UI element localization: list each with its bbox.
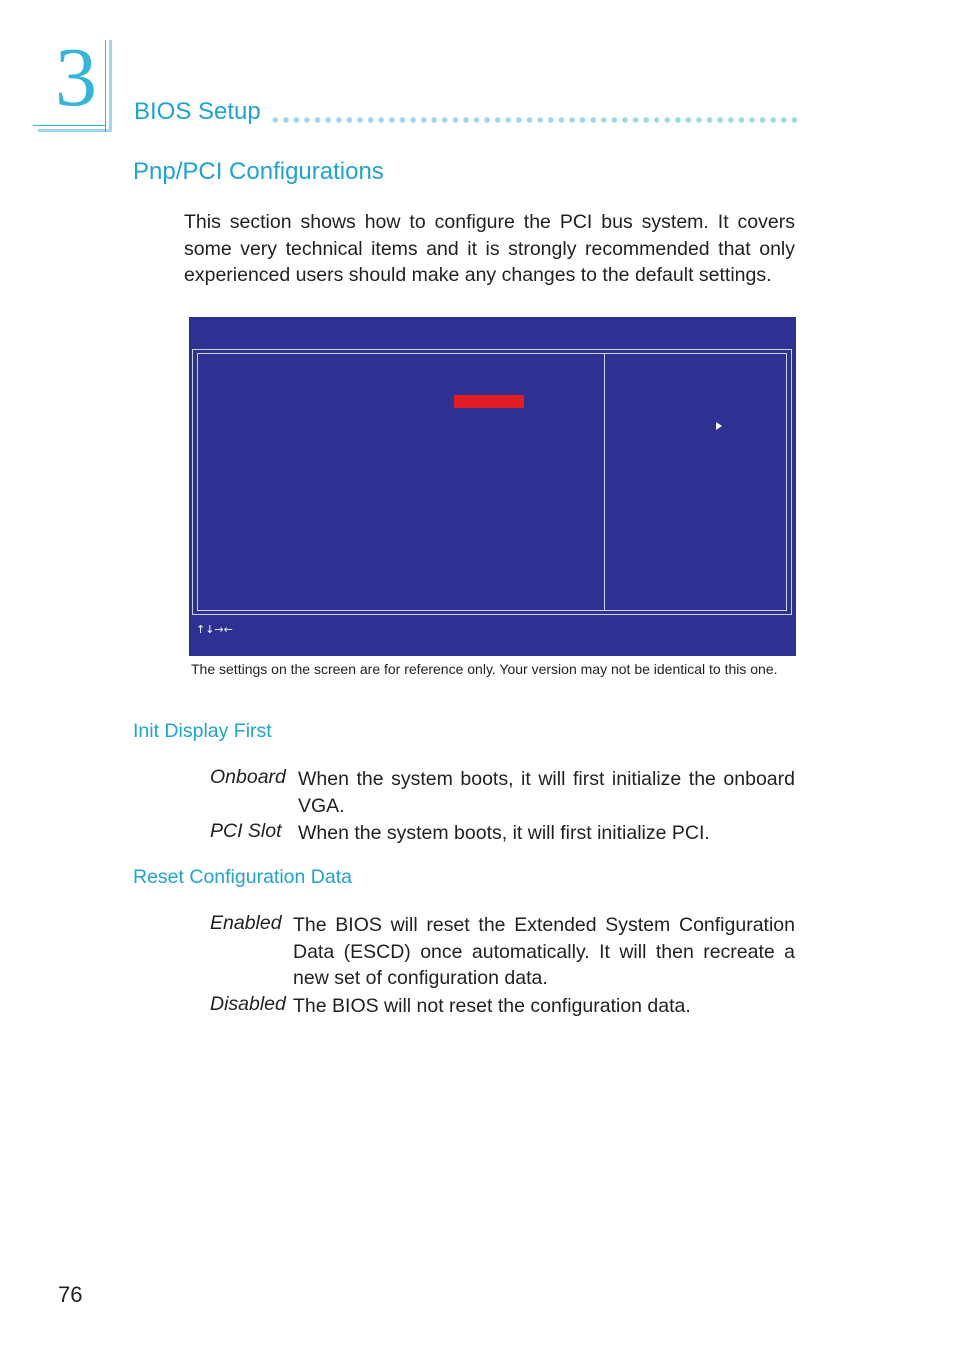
option-term: Onboard bbox=[210, 766, 286, 788]
screenshot-caption: The settings on the screen are for reference only. Your version may not be identical to this one. bbox=[191, 661, 778, 677]
option-description: When the system boots, it will first initialize PCI. bbox=[298, 822, 710, 844]
option-description: The BIOS will not reset the configuration data. bbox=[293, 995, 691, 1017]
option-description: When the system boots, it will first initialize the onboard VGA. bbox=[298, 768, 795, 817]
setting-title: Init Display First bbox=[133, 720, 272, 742]
chapter-badge-line bbox=[33, 125, 106, 126]
option-term: Disabled bbox=[210, 993, 286, 1015]
page-number: 76 bbox=[58, 1282, 83, 1307]
chapter-title: BIOS Setup bbox=[134, 98, 261, 125]
bios-menu-panel bbox=[197, 353, 787, 611]
chapter-dot-rule bbox=[270, 116, 800, 124]
option-description: The BIOS will reset the Extended System Configuration Data (ESCD) once automatically. It will then recreate a new set of configuration data. bbox=[293, 914, 795, 989]
bios-menu-frame bbox=[192, 349, 792, 615]
option-term: Enabled bbox=[210, 912, 282, 934]
option-term: PCI Slot bbox=[210, 820, 282, 842]
section-intro: This section shows how to configure the PCI bus system. It covers some very technical items and it is strongly recommended that only experienced users should make any changes to the default settings. bbox=[184, 211, 795, 286]
bios-nav-keys: ↑↓→← bbox=[196, 623, 233, 636]
bios-screenshot bbox=[189, 317, 796, 656]
setting-title: Reset Configuration Data bbox=[133, 866, 352, 888]
chapter-number: 3 bbox=[55, 31, 97, 124]
bios-help-divider bbox=[604, 354, 605, 610]
bios-selected-item bbox=[454, 395, 524, 408]
section-title: Pnp/PCI Configurations bbox=[133, 158, 384, 185]
submenu-arrow-icon bbox=[716, 422, 722, 430]
